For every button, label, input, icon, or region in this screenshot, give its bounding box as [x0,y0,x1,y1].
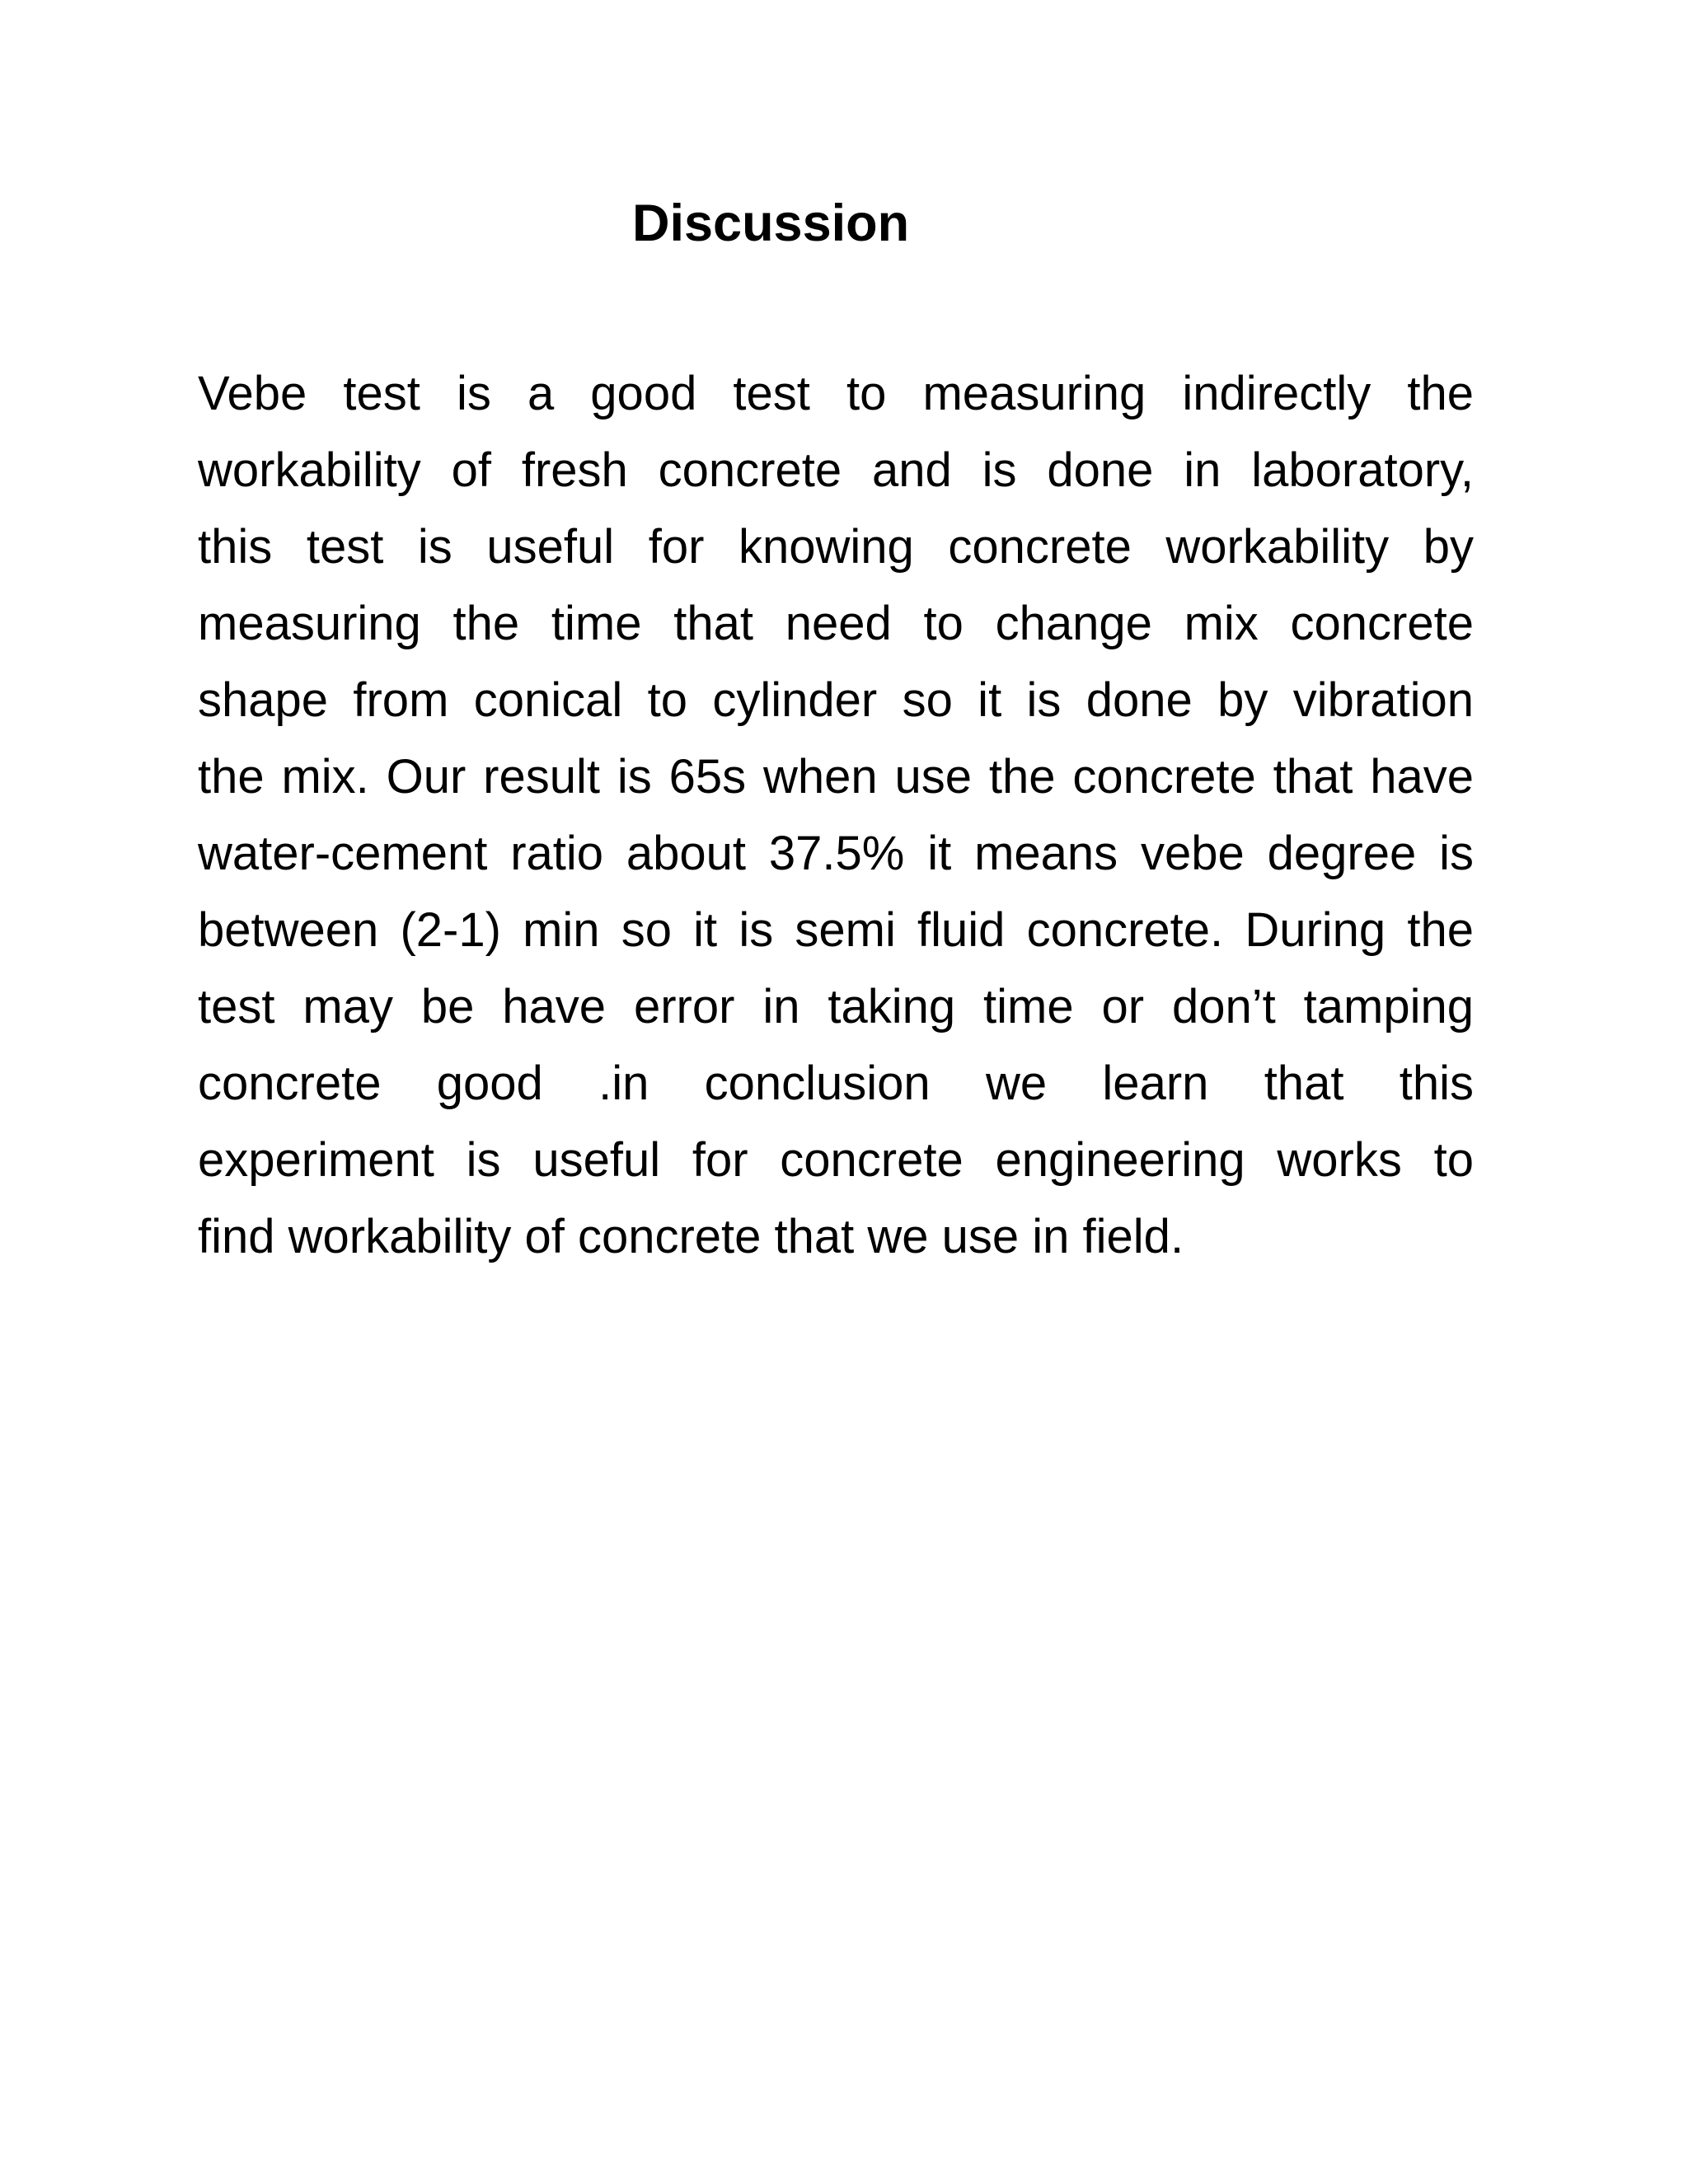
paragraph-line: between (2-1) min so it is semi fluid concrete. During the [198,903,1474,957]
paragraph-line: experiment is useful for concrete engineering works to [198,1133,1474,1187]
paragraph-line: concrete good .in conclusion we learn that this [198,1057,1474,1110]
paragraph-line: the mix. Our result is 65s when use the concrete that have [198,750,1474,804]
page-title: Discussion [632,194,910,252]
paragraph-line: water-cement ratio about 37.5% it means vebe degree is [198,827,1474,880]
discussion-paragraph [198,364,1474,1284]
paragraph-line: find workability of concrete that we use in field. [198,1210,1184,1263]
paragraph-line: shape from conical to cylinder so it is done by vibration [198,673,1474,727]
paragraph-line: measuring the time that need to change mix concrete [198,597,1474,650]
paragraph-line: workability of fresh concrete and is done in laboratory, [198,443,1474,497]
paragraph-line: test may be have error in taking time or don’t tamping [198,980,1474,1033]
paragraph-line: this test is useful for knowing concrete workability by [198,520,1474,574]
paragraph-line: Vebe test is a good test to measuring indirectly the [198,367,1474,420]
